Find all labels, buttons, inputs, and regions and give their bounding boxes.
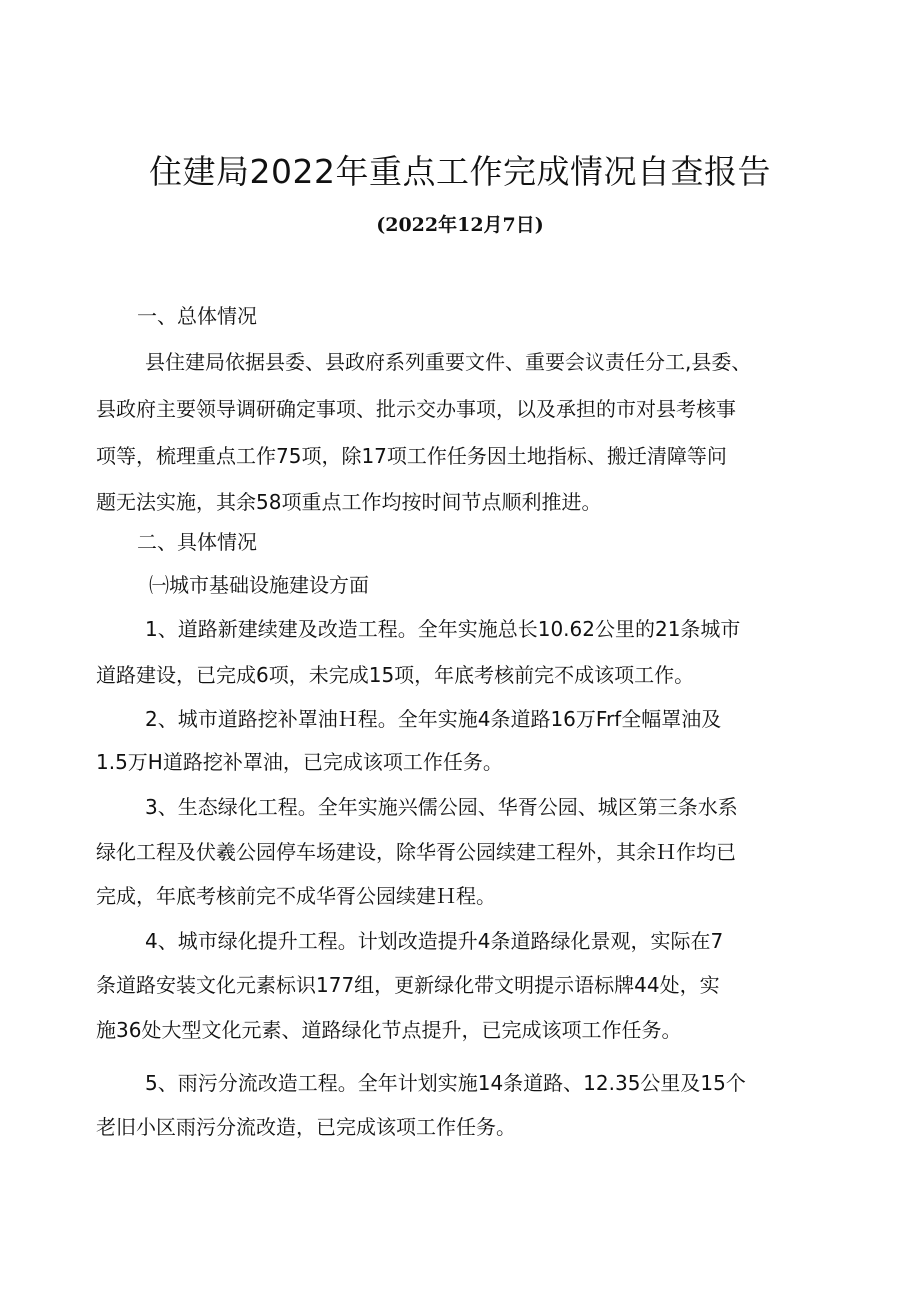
- report-date: (2022年12月7日): [376, 214, 544, 236]
- subsection-heading: ㈠城市基础设施建设方面: [149, 573, 369, 597]
- paragraph-line: 1.5万H道路挖补罩油，已完成该项工作任务。: [96, 750, 503, 774]
- paragraph-line: 4、城市绿化提升工程。计划改造提升4条道路绿化景观，实际在7: [145, 929, 724, 953]
- paragraph-line: 条道路安装文化元素标识177组，更新绿化带文明提示语标牌44处，实: [96, 973, 720, 997]
- paragraph-line: 2、城市道路挖补罩油Ｈ程。全年实施4条道路16万Frf全幅罩油及: [145, 707, 722, 731]
- section-heading-details: 二、具体情况: [137, 530, 257, 554]
- paragraph-line: 1、道路新建续建及改造工程。全年实施总长10.62公里的21条城市: [145, 617, 741, 641]
- paragraph-line: 题无法实施，其余58项重点工作均按时间节点顺利推进。: [96, 490, 602, 514]
- paragraph-line: 县政府主要领导调研确定事项、批示交办事项，以及承担的市对县考核事: [96, 397, 736, 421]
- paragraph-line: 3、生态绿化工程。全年实施兴儒公园、华胥公园、城区第三条水系: [145, 795, 738, 819]
- section-heading-overview: 一、总体情况: [137, 304, 257, 328]
- paragraph-line: 老旧小区雨污分流改造，已完成该项工作任务。: [96, 1115, 516, 1139]
- paragraph-line: 施36处大型文化元素、道路绿化节点提升，已完成该项工作任务。: [96, 1018, 682, 1042]
- paragraph-line: 5、雨污分流改造工程。全年计划实施14条道路、12.35公里及15个: [145, 1071, 746, 1095]
- paragraph-line: 项等，梳理重点工作75项，除17项工作任务因土地指标、搬迁清障等问: [96, 444, 727, 468]
- paragraph-line: 完成，年底考核前完不成华胥公园续建Ｈ程。: [96, 884, 496, 908]
- paragraph-line: 道路建设，已完成6项，未完成15项，年底考核前完不成该项工作。: [96, 663, 695, 687]
- report-title: 住建局2022年重点工作完成情况自查报告: [149, 152, 771, 191]
- paragraph-line: 县住建局依据县委、县政府系列重要文件、重要会议责任分工,县委、: [145, 350, 752, 374]
- paragraph-line: 绿化工程及伏羲公园停车场建设，除华胥公园续建工程外，其余Ｈ作均已: [96, 840, 736, 864]
